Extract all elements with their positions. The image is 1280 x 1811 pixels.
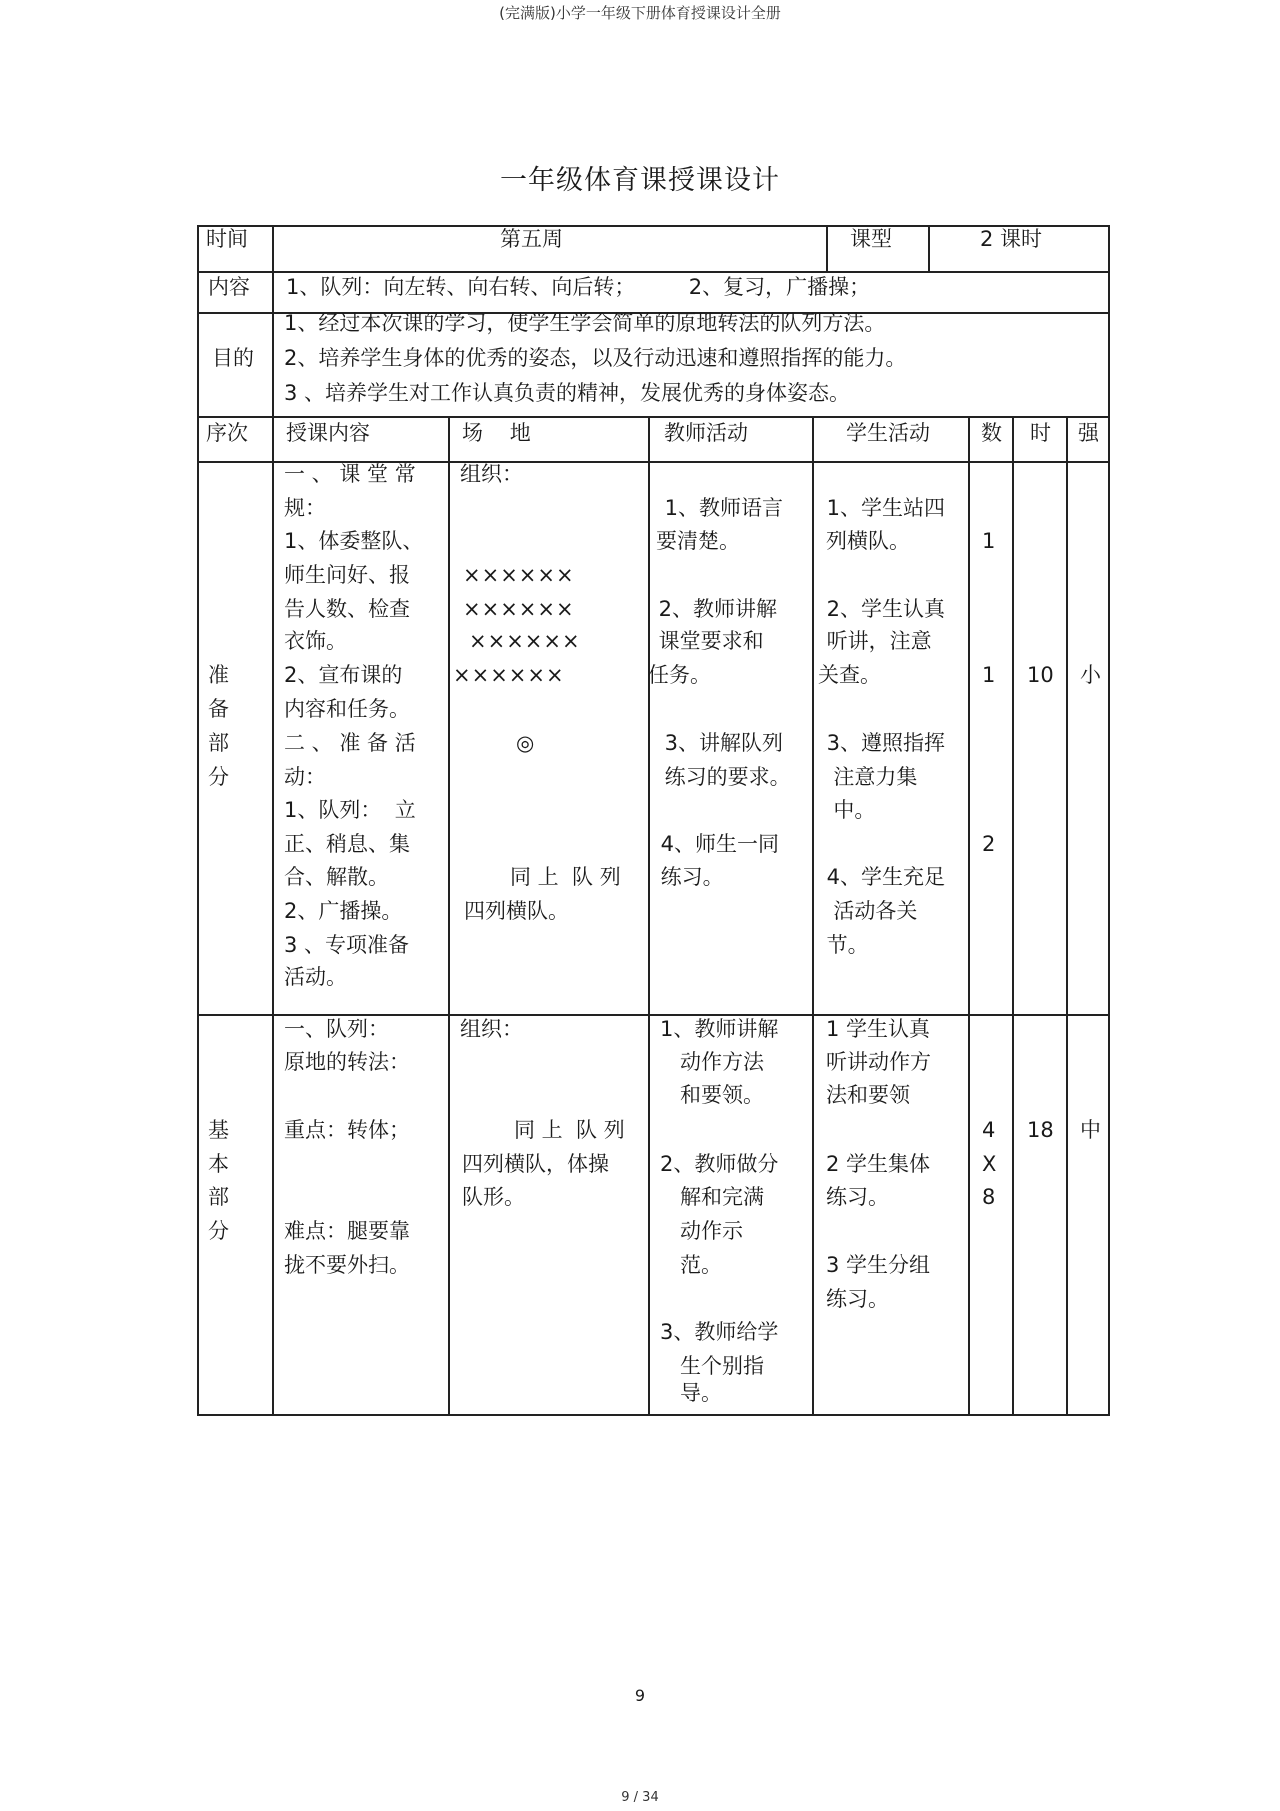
basic-student-line: 2 学生集体 bbox=[826, 1152, 931, 1176]
time-label: 时间 bbox=[206, 227, 248, 251]
prep-content-line: 一 、 课 堂 常 bbox=[284, 462, 416, 486]
basic-teacher-line: 导。 bbox=[660, 1381, 723, 1405]
prep-teacher-line: 课堂要求和 bbox=[652, 629, 764, 653]
basic-student-line: 练习。 bbox=[826, 1287, 889, 1311]
basic-section-label: 基 bbox=[208, 1118, 229, 1142]
prep-venue-same: 同 上 队 列 bbox=[510, 865, 621, 889]
col-divider bbox=[448, 416, 450, 1416]
page-number: 9 bbox=[634, 1686, 646, 1705]
prep-student-line: 列横队。 bbox=[826, 529, 910, 553]
col-divider bbox=[928, 225, 930, 273]
basic-content-line: 拢不要外扫。 bbox=[284, 1253, 410, 1277]
hours-value: 2 课时 bbox=[980, 227, 1043, 251]
col-header-teacher: 教师活动 bbox=[664, 421, 748, 445]
basic-teacher-line: 2、教师做分 bbox=[660, 1152, 779, 1176]
prep-student-line: 4、学生充足 bbox=[820, 865, 946, 889]
prep-teacher-line: 要清楚。 bbox=[656, 529, 740, 553]
prep-teacher-line: 1、教师语言 bbox=[658, 496, 784, 520]
prep-student-line: 注意力集 bbox=[820, 765, 918, 789]
content-label: 内容 bbox=[208, 275, 250, 299]
purpose-line: 2、培养学生身体的优秀的姿态，以及行动迅速和遵照指挥的能力。 bbox=[284, 346, 907, 370]
table-border-right bbox=[1108, 225, 1110, 1416]
col-header-count: 数 bbox=[981, 421, 1002, 445]
purpose-label: 目的 bbox=[212, 346, 254, 370]
prep-content-line: 内容和任务。 bbox=[284, 697, 410, 721]
basic-student-line: 法和要领 bbox=[826, 1083, 910, 1107]
basic-venue-line: 队形。 bbox=[462, 1185, 525, 1209]
basic-intensity: 中 bbox=[1080, 1118, 1101, 1142]
col-header-student: 学生活动 bbox=[846, 421, 930, 445]
table-border-top bbox=[197, 225, 1110, 227]
prep-student-line: 1、学生站四 bbox=[820, 496, 946, 520]
basic-student-line: 听讲动作方 bbox=[826, 1050, 931, 1074]
prep-teacher-line: 任务。 bbox=[648, 663, 711, 687]
purpose-line: 3 、培养学生对工作认真负责的精神，发展优秀的身体姿态。 bbox=[284, 381, 851, 405]
basic-content-line: 原地的转法： bbox=[284, 1050, 410, 1074]
col-divider bbox=[648, 416, 650, 1416]
basic-count: 4 bbox=[982, 1118, 996, 1142]
basic-teacher-line: 3、教师给学 bbox=[660, 1320, 779, 1344]
prep-content-line: 1、队列： 立 bbox=[284, 798, 416, 822]
prep-count: 1 bbox=[982, 529, 996, 553]
prep-content-line: 合、解散。 bbox=[284, 865, 389, 889]
basic-student-line: 3 学生分组 bbox=[826, 1253, 931, 1277]
prep-venue-symbol: ◎ bbox=[516, 731, 535, 755]
col-header-venue: 场 地 bbox=[462, 421, 531, 445]
prep-venue-org: 组织： bbox=[460, 462, 523, 486]
col-header-time: 时 bbox=[1030, 421, 1051, 445]
basic-teacher-line: 1、教师讲解 bbox=[660, 1017, 779, 1041]
prep-content-line: 规： bbox=[284, 496, 326, 520]
prep-section-label: 部 bbox=[208, 731, 229, 755]
prep-content-line: 动： bbox=[284, 765, 326, 789]
prep-content-line: 正、稍息、集 bbox=[284, 832, 410, 856]
basic-teacher-line: 生个别指 bbox=[660, 1354, 765, 1378]
basic-time: 18 bbox=[1027, 1118, 1054, 1142]
prep-content-line: 3 、专项准备 bbox=[284, 933, 410, 957]
prep-formation-row: ×××××× bbox=[469, 629, 581, 653]
prep-intensity: 小 bbox=[1080, 663, 1101, 687]
prep-venue-formation: 四列横队。 bbox=[464, 899, 569, 923]
document-header: (完满版)小学一年级下册体育授课设计全册 bbox=[499, 4, 781, 22]
prep-content-line: 二 、 准 备 活 bbox=[284, 731, 416, 755]
col-header-content: 授课内容 bbox=[286, 421, 370, 445]
page-title: 一年级体育课授课设计 bbox=[500, 165, 780, 196]
prep-student-line: 中。 bbox=[820, 798, 876, 822]
col-divider bbox=[1012, 416, 1014, 1416]
prep-teacher-line: 练习。 bbox=[654, 865, 724, 889]
prep-student-line: 节。 bbox=[820, 933, 869, 957]
table-border-left bbox=[197, 225, 199, 1416]
col-header-sequence: 序次 bbox=[206, 421, 248, 445]
prep-content-line: 1、体委整队、 bbox=[284, 529, 424, 553]
col-divider bbox=[272, 225, 274, 1416]
col-divider bbox=[1066, 416, 1068, 1416]
prep-formation-row: ×××××× bbox=[463, 563, 575, 587]
prep-time: 10 bbox=[1027, 663, 1054, 687]
prep-formation-row: ×××××× bbox=[463, 597, 575, 621]
prep-section-label: 准 bbox=[208, 663, 229, 687]
prep-student-line: 3、遵照指挥 bbox=[820, 731, 946, 755]
basic-teacher-line: 范。 bbox=[660, 1253, 723, 1277]
basic-venue-line: 同 上 队 列 bbox=[514, 1118, 625, 1142]
prep-content-line: 活动。 bbox=[284, 965, 347, 989]
basic-teacher-line: 和要领。 bbox=[660, 1083, 765, 1107]
basic-teacher-line: 动作示 bbox=[660, 1219, 744, 1243]
basic-venue-line: 四列横队，体操 bbox=[462, 1152, 609, 1176]
col-header-intensity: 强 bbox=[1078, 421, 1099, 445]
prep-teacher-line: 3、讲解队列 bbox=[658, 731, 784, 755]
basic-teacher-line: 解和完满 bbox=[660, 1185, 765, 1209]
prep-teacher-line: 2、教师讲解 bbox=[652, 597, 778, 621]
basic-count: 8 bbox=[982, 1185, 996, 1209]
basic-student-line: 1 学生认真 bbox=[826, 1017, 931, 1041]
basic-section-label: 分 bbox=[208, 1219, 229, 1243]
col-divider bbox=[968, 416, 970, 1416]
prep-student-line: 活动各关 bbox=[820, 899, 918, 923]
basic-teacher-line: 动作方法 bbox=[660, 1050, 765, 1074]
basic-venue-line: 组织： bbox=[460, 1017, 523, 1041]
basic-count: X bbox=[982, 1152, 997, 1176]
prep-content-line: 师生问好、报 bbox=[284, 563, 410, 587]
prep-content-line: 衣饰。 bbox=[284, 629, 347, 653]
prep-content-line: 2、宣布课的 bbox=[284, 663, 403, 687]
lesson-type-label: 课型 bbox=[850, 227, 892, 251]
prep-count: 2 bbox=[982, 832, 996, 856]
prep-content-line: 2、广播操。 bbox=[284, 899, 403, 923]
col-divider bbox=[812, 416, 814, 1416]
prep-formation-row: ×××××× bbox=[453, 663, 565, 687]
basic-section-label: 部 bbox=[208, 1185, 229, 1209]
prep-section-label: 备 bbox=[208, 697, 229, 721]
prep-teacher-line: 练习的要求。 bbox=[658, 765, 791, 789]
page-footer: 9 / 34 bbox=[621, 1790, 659, 1805]
prep-teacher-line: 4、师生一同 bbox=[654, 832, 780, 856]
basic-student-line: 练习。 bbox=[826, 1185, 889, 1209]
basic-content-line: 一、队列： bbox=[284, 1017, 389, 1041]
prep-section-label: 分 bbox=[208, 765, 229, 789]
purpose-line: 1、经过本次课的学习，使学生学会简单的原地转法的队列方法。 bbox=[284, 311, 886, 335]
prep-student-line: 关查。 bbox=[818, 663, 881, 687]
week-value: 第五周 bbox=[500, 227, 563, 251]
basic-section-label: 本 bbox=[208, 1152, 229, 1176]
basic-content-line: 难点：腿要靠 bbox=[284, 1219, 410, 1243]
prep-count: 1 bbox=[982, 663, 996, 687]
prep-student-line: 听讲，注意 bbox=[820, 629, 932, 653]
basic-content-line: 重点：转体； bbox=[284, 1118, 410, 1142]
col-divider bbox=[826, 225, 828, 273]
table-border-bottom bbox=[197, 1414, 1110, 1416]
content-text: 1、队列：向左转、向右转、向后转； 2、复习，广播操； bbox=[286, 275, 871, 299]
prep-student-line: 2、学生认真 bbox=[820, 597, 946, 621]
prep-content-line: 告人数、检查 bbox=[284, 597, 410, 621]
